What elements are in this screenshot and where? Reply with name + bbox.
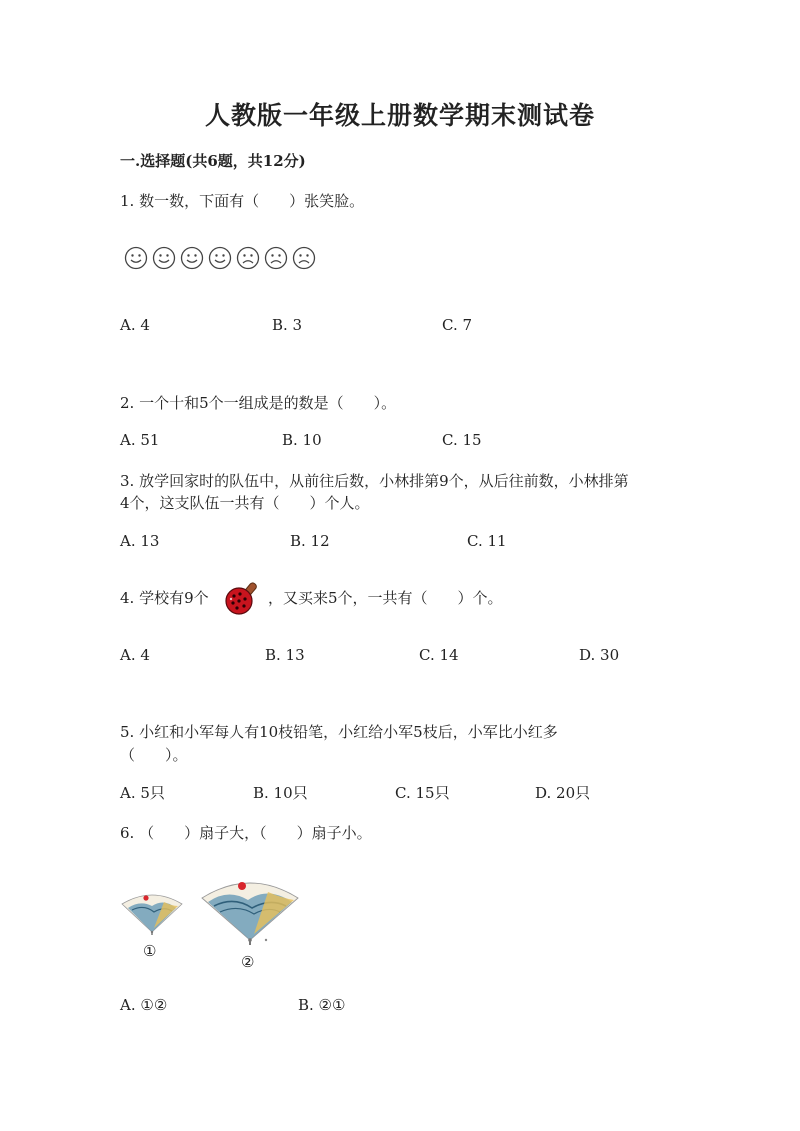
section-heading: 一.选择题(共6题，共12分)	[120, 152, 306, 170]
page-title: 人教版一年级上册数学期末测试卷	[204, 101, 595, 130]
smiley-face-icon	[180, 246, 204, 270]
question-4-stem-after: ，又买来5个，一共有（ ）个。	[268, 589, 503, 607]
q3-option-a[interactable]: A. 13	[120, 532, 160, 550]
q3-option-c[interactable]: C. 11	[467, 532, 507, 550]
smiley-face-icon	[208, 246, 232, 270]
frown-face-icon	[236, 246, 260, 270]
q4-option-b[interactable]: B. 13	[265, 646, 305, 664]
question-3-stem-line-2: 4个，这支队伍一共有（ ）个人。	[120, 494, 370, 512]
faces-row	[124, 246, 316, 270]
q4-option-c[interactable]: C. 14	[419, 646, 459, 664]
q5-option-d[interactable]: D. 20只	[535, 784, 591, 802]
question-5-stem-line-1: 5. 小红和小军每人有10枝铅笔，小红给小军5枝后，小军比小红多	[120, 723, 558, 741]
fan-label-2: ②	[241, 953, 255, 971]
q4-option-d[interactable]: D. 30	[579, 646, 620, 664]
q1-option-a[interactable]: A. 4	[120, 316, 150, 334]
q1-option-c[interactable]: C. 7	[442, 316, 473, 334]
ping-pong-paddle-icon	[222, 578, 262, 618]
question-1-stem: 1. 数一数，下面有（ ）张笑脸。	[120, 192, 365, 210]
fan-label-1: ①	[143, 942, 157, 960]
q1-option-b[interactable]: B. 3	[272, 316, 303, 334]
frown-face-icon	[292, 246, 316, 270]
q5-option-c[interactable]: C. 15只	[395, 784, 450, 802]
question-4-stem-before: 4. 学校有9个	[120, 589, 209, 607]
folding-fan-icon	[120, 888, 184, 936]
question-2-stem: 2. 一个十和5个一组成是的数是（ ）。	[120, 394, 397, 412]
q6-option-a[interactable]: A. ①②	[120, 996, 168, 1014]
smiley-face-icon	[152, 246, 176, 270]
q2-option-c[interactable]: C. 15	[442, 431, 482, 449]
q2-option-a[interactable]: A. 51	[120, 431, 160, 449]
question-3-stem-line-1: 3. 放学回家时的队伍中，从前往后数，小林排第9个，从后往前数，小林排第	[120, 472, 629, 490]
frown-face-icon	[264, 246, 288, 270]
question-5-stem-line-2: （ ）。	[120, 746, 188, 764]
q5-option-a[interactable]: A. 5只	[120, 784, 165, 802]
smiley-face-icon	[124, 246, 148, 270]
q4-option-a[interactable]: A. 4	[120, 646, 150, 664]
q2-option-b[interactable]: B. 10	[282, 431, 322, 449]
q3-option-b[interactable]: B. 12	[290, 532, 330, 550]
question-6-stem: 6. （ ）扇子大，（ ）扇子小。	[120, 824, 372, 842]
q5-option-b[interactable]: B. 10只	[253, 784, 308, 802]
folding-fan-icon	[200, 874, 300, 946]
q6-option-b[interactable]: B. ②①	[298, 996, 346, 1014]
